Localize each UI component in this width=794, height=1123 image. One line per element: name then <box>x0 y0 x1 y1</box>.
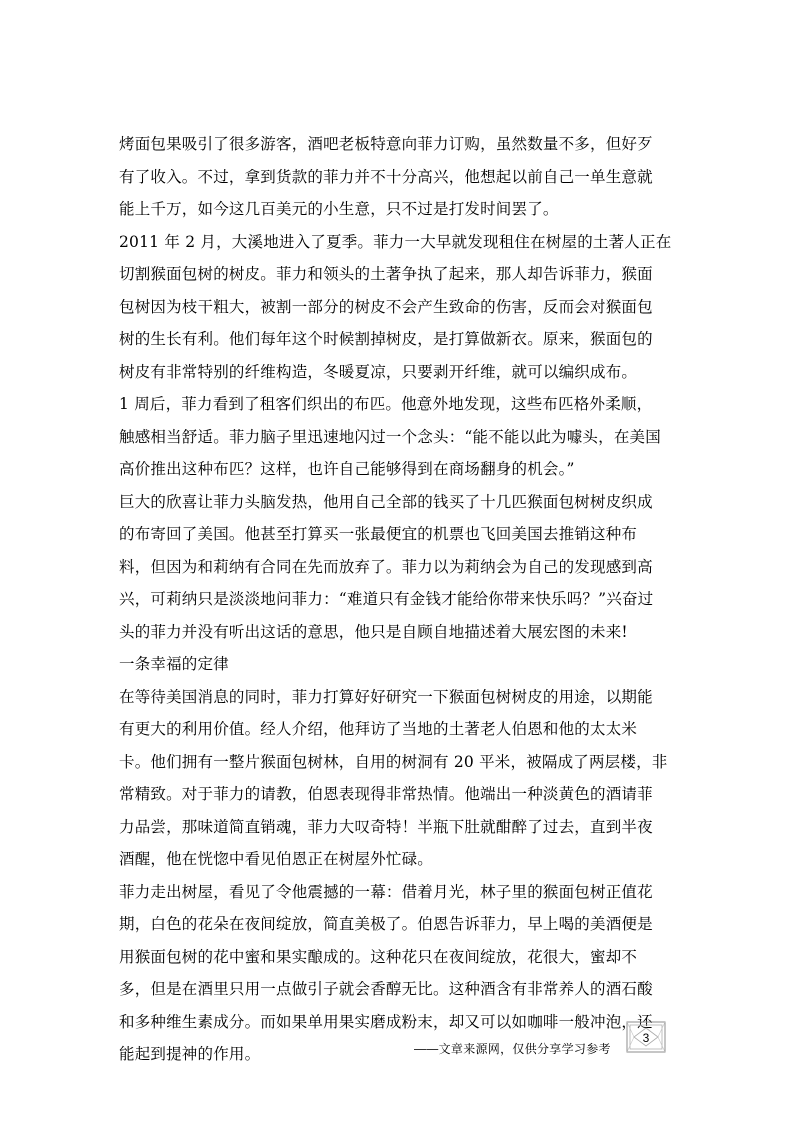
body-line-21: 常精致。对于菲力的请教，伯恩表现得非常热情。他端出一种淡黄色的酒请菲 <box>119 785 653 803</box>
body-line-24: 菲力走出树屋，看见了令他震撼的一幕：借着月光，林子里的猴面包树正值花 <box>119 882 653 901</box>
body-line-19: 有更大的利用价值。经人介绍，他拜访了当地的土著老人伯恩和他的太太米 <box>119 720 638 738</box>
section-heading: 一条幸福的定律 <box>119 655 229 673</box>
source-note: ――文章来源网，仅供分享学习参考 <box>414 1042 611 1056</box>
body-line-13: 的布寄回了美国。他甚至打算买一张最便宜的机票也飞回美国去推销这种布 <box>119 525 638 543</box>
page-number: 3 <box>642 1031 650 1045</box>
body-line-20: 卡。他们拥有一整片猴面包树林，自用的树洞有 20 平米，被隔成了两层楼，非 <box>119 752 668 771</box>
body-line-4: 2011 年 2 月，大溪地进入了夏季。菲力一大早就发现租住在树屋的土著人正在 <box>119 232 672 251</box>
body-line-5: 切割猴面包树的树皮。菲力和领头的土著争执了起来，那人却告诉菲力，猴面 <box>119 265 653 283</box>
page-number-badge <box>624 1020 668 1056</box>
body-line-12: 巨大的欣喜让菲力头脑发热，他用自己全部的钱买了十几匹猴面包树树皮织成 <box>119 492 653 511</box>
body-line-26: 用猴面包树的花中蜜和果实酿成的。这种花只在夜间绽放，花很大，蜜却不 <box>119 947 638 966</box>
body-line-29: 能起到提神的作用。 <box>119 1045 261 1063</box>
body-line-25: 期，白色的花朵在夜间绽放，简直美极了。伯恩告诉菲力，早上喝的美酒便是 <box>119 915 653 933</box>
body-line-3: 能上千万，如今这几百美元的小生意，只不过是打发时间罢了。 <box>119 200 559 218</box>
body-line-23: 酒醒，他在恍惚中看见伯恩正在树屋外忙碌。 <box>119 850 434 868</box>
body-line-16: 头的菲力并没有听出这话的意思，他只是自顾自地描述着大展宏图的未来! <box>119 622 628 641</box>
body-line-8: 树皮有非常特别的纤维构造，冬暖夏凉，只要剥开纤维，就可以编织成布。 <box>119 362 638 381</box>
body-line-6: 包树因为枝干粗大，被割一部分的树皮不会产生致命的伤害，反而会对猴面包 <box>119 297 653 316</box>
page-footer <box>0 1031 794 1078</box>
body-line-22: 力品尝，那味道简直销魂，菲力大叹奇特！半瓶下肚就酣醉了过去，直到半夜 <box>119 817 653 836</box>
body-line-15: 兴，可莉纳只是淡淡地问菲力：“难道只有金钱才能给你带来快乐吗？”兴奋过 <box>119 590 654 608</box>
body-line-14: 料，但因为和莉纳有合同在先而放弃了。菲力以为莉纳会为自己的发现感到高 <box>119 557 653 576</box>
body-line-28: 和多种维生素成分。而如果单用果实磨成粉末，却又可以如咖啡一般冲泡，还 <box>119 1012 653 1031</box>
body-line-27: 多，但是在酒里只用一点做引子就会香醇无比。这种酒含有非常养人的酒石酸 <box>119 980 653 998</box>
body-line-9: 1 周后，菲力看到了租客们织出的布匹。他意外地发现，这些布匹格外柔顺， <box>119 395 653 413</box>
body-line-18: 在等待美国消息的同时，菲力打算好好研究一下猴面包树树皮的用途，以期能 <box>119 687 653 706</box>
body-line-1: 烤面包果吸引了很多游客，酒吧老板特意向菲力订购，虽然数量不多，但好歹 <box>119 135 653 153</box>
body-line-11: 高价推出这种布匹？这样，也许自己能够得到在商场翻身的机会。” <box>119 460 575 478</box>
body-line-2: 有了收入。不过，拿到货款的菲力并不十分高兴，他想起以前自己一单生意就 <box>119 167 653 186</box>
body-line-10: 触感相当舒适。菲力脑子里迅速地闪过一个念头：“能不能以此为噱头，在美国 <box>119 427 661 446</box>
body-line-7: 树的生长有利。他们每年这个时候割掉树皮，是打算做新衣。原来，猴面包的 <box>119 330 653 348</box>
document-body <box>119 128 679 1071</box>
